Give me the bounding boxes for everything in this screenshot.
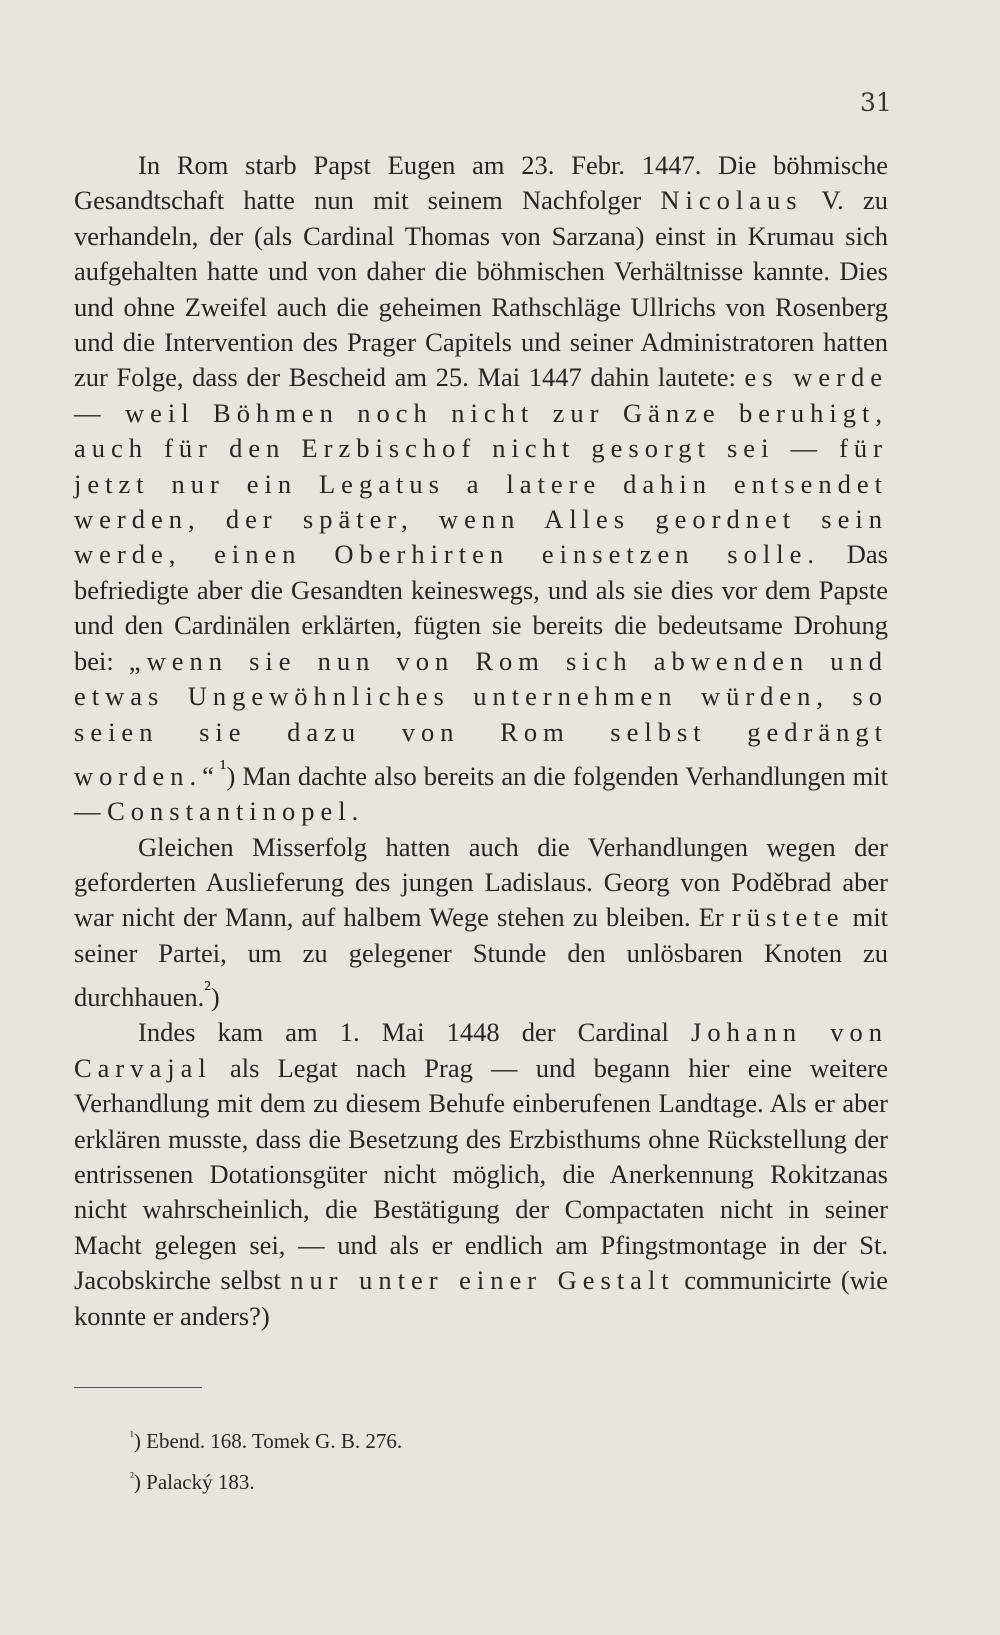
text-run: mit seiner Partei, um zu gelegener Stunde den unlösbaren Knoten zu durchhauen. (74, 902, 888, 1012)
footnote-text: ) Palacký 183. (133, 1470, 255, 1494)
footnote (130, 1459, 402, 1500)
paragraph (74, 148, 888, 830)
spaced-text: Nicolaus (660, 185, 803, 216)
footnote-mark: ² (130, 1469, 134, 1484)
footnote-mark: ¹ (130, 1428, 134, 1443)
footnote-text: ) Ebend. 168. Tomek G. B. 276. (133, 1429, 403, 1453)
text-run: Gleichen Misserfolg hatten auch die Verhandlungen wegen der geforderten Auslieferung des jungen Ladislaus. Georg von Poděbrad aber war nicht der Mann, auf halbem Wege stehen zu bleiben. Er (74, 831, 888, 933)
footnote-divider (74, 1387, 202, 1388)
spaced-text: nur unter einer Gestalt (290, 1265, 675, 1296)
spaced-text: es werde — weil Böhmen noch nicht zur Gänze beruhigt, auch für den Erzbischof nicht gesorgt sei — für jetzt nur ein Legatus a latere dahin entsendet werden, der später, wenn Alles geordnet sein werde, einen Oberhirten einsetzen solle. (74, 362, 888, 570)
text-run: Das befriedigte aber die Gesandten keineswegs, und als sie dies vor dem Papste und den Cardinälen erklärten, fügten sie bereits die bedeutsame Drohung bei: (74, 539, 888, 676)
footnote (130, 1418, 402, 1459)
spaced-text: rüstete (731, 902, 845, 933)
text-run: als Legat nach Prag — und begann hier eine weitere Verhandlung mit dem zu diesem Behufe einberufenen Landtage. Als er aber erklären musste, dass die Besetzung des Erzbisthums ohne Rückstellung der entrissenen Dotationsgüter nicht möglich, die Anerkennung Rokitzanas nicht wahrscheinlich, die Bestätigung der Compactaten nicht in seiner Macht gelegen sei, — und als er endlich am Pfingstmontage in der St. Jacobskirche selbst (74, 1052, 888, 1296)
spaced-text: „wenn sie nun von Rom sich abwenden und etwas Ungewöhnliches unternehmen würden, so seien sie dazu von Rom selbst gedrängt worden.“ (74, 645, 888, 791)
footnote-ref: ¹ (219, 754, 227, 780)
text-run: Indes kam am 1. Mai 1448 der Cardinal (138, 1017, 692, 1048)
text-run: V. zu verhandeln, der (als Cardinal Thomas von Sarzana) einst in Krumau sich aufgehalten hatte und von daher die böhmischen Verhältnisse kannte. Dies und ohne Zweifel auch die geheimen Rathschläge Ullrichs von Rosenberg und die Intervention des Prager Capitels und seiner Administratoren hatten zur Folge, dass der Bescheid am 25. Mai 1447 dahin lautete: (74, 185, 888, 393)
text-run: communicirte (wie konnte er anders?) (74, 1265, 888, 1331)
text-run: In Rom starb Papst Eugen am 23. Febr. 1447. Die böhmische Gesandtschaft hatte nun mit seinem Nachfolger (74, 150, 888, 216)
paragraph (74, 830, 888, 1016)
spaced-text: Johann von Carvajal (74, 1017, 888, 1083)
spaced-text: Constantinopel. (107, 796, 365, 827)
text-run: ) (210, 982, 220, 1012)
body-text (74, 148, 888, 1334)
page-number: 31 (860, 88, 892, 117)
footnotes (130, 1418, 402, 1500)
text-run: ) Man dachte also bereits an die folgenden Verhandlungen mit — (74, 760, 888, 827)
footnote-ref: ² (204, 976, 211, 1002)
paragraph (74, 1015, 888, 1334)
